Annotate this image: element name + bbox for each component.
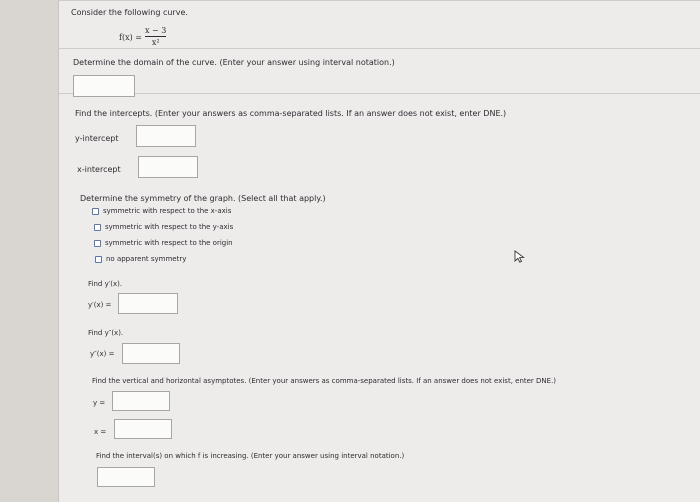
second-derivative-input[interactable]: [122, 343, 180, 364]
vertical-asymptote-label: x =: [94, 428, 107, 436]
x-intercept-label: x-intercept: [77, 165, 121, 174]
horizontal-asymptote-label: y =: [93, 399, 106, 407]
domain-answer-input[interactable]: [73, 75, 135, 97]
domain-prompt: Determine the domain of the curve. (Enter your answer using interval notation.): [73, 58, 395, 67]
divider-1: [58, 48, 700, 49]
mouse-cursor-icon: [514, 250, 526, 263]
horizontal-asymptote-input[interactable]: [112, 391, 170, 411]
function-fraction: [145, 26, 166, 47]
asymptotes-prompt: Find the vertical and horizontal asymptotes. (Enter your answers as comma-separated lists. If an answer does not exist, enter DNE.): [92, 377, 557, 385]
symmetry-y-axis-label: symmetric with respect to the y-axis: [105, 223, 234, 231]
no-symmetry-label: no apparent symmetry: [106, 255, 187, 263]
fraction-bar: [145, 36, 166, 37]
problem-intro: Consider the following curve.: [71, 8, 188, 17]
divider-2: [58, 93, 700, 94]
increasing-prompt: Find the interval(s) on which f is increasing. (Enter your answer using interval notation.): [96, 452, 405, 460]
x-intercept-input[interactable]: [138, 156, 198, 178]
no-symmetry-checkbox[interactable]: [95, 256, 102, 263]
symmetry-prompt: Determine the symmetry of the graph. (Select all that apply.): [80, 194, 326, 203]
symmetry-x-axis-checkbox[interactable]: [92, 208, 99, 215]
symmetry-x-axis-label: symmetric with respect to the x-axis: [103, 207, 232, 215]
function-lhs: f(x) =: [119, 33, 142, 42]
first-derivative-label: y′(x) =: [88, 301, 112, 309]
increasing-interval-input[interactable]: [97, 467, 155, 487]
second-derivative-prompt: Find y″(x).: [88, 329, 124, 337]
y-intercept-input[interactable]: [136, 125, 196, 147]
symmetry-origin-checkbox[interactable]: [94, 240, 101, 247]
intercepts-prompt: Find the intercepts. (Enter your answers as comma-separated lists. If an answer does not exist, enter DNE.): [75, 109, 507, 118]
second-derivative-label: y″(x) =: [90, 350, 115, 358]
first-derivative-prompt: Find y′(x).: [88, 280, 123, 288]
top-divider: [58, 0, 700, 1]
vertical-asymptote-input[interactable]: [114, 419, 172, 439]
first-derivative-input[interactable]: [118, 293, 178, 314]
y-intercept-label: y-intercept: [75, 134, 119, 143]
fraction-denominator: x²: [151, 38, 160, 47]
fraction-numerator: x − 3: [145, 26, 167, 35]
symmetry-origin-label: symmetric with respect to the origin: [105, 239, 233, 247]
symmetry-y-axis-checkbox[interactable]: [94, 224, 101, 231]
